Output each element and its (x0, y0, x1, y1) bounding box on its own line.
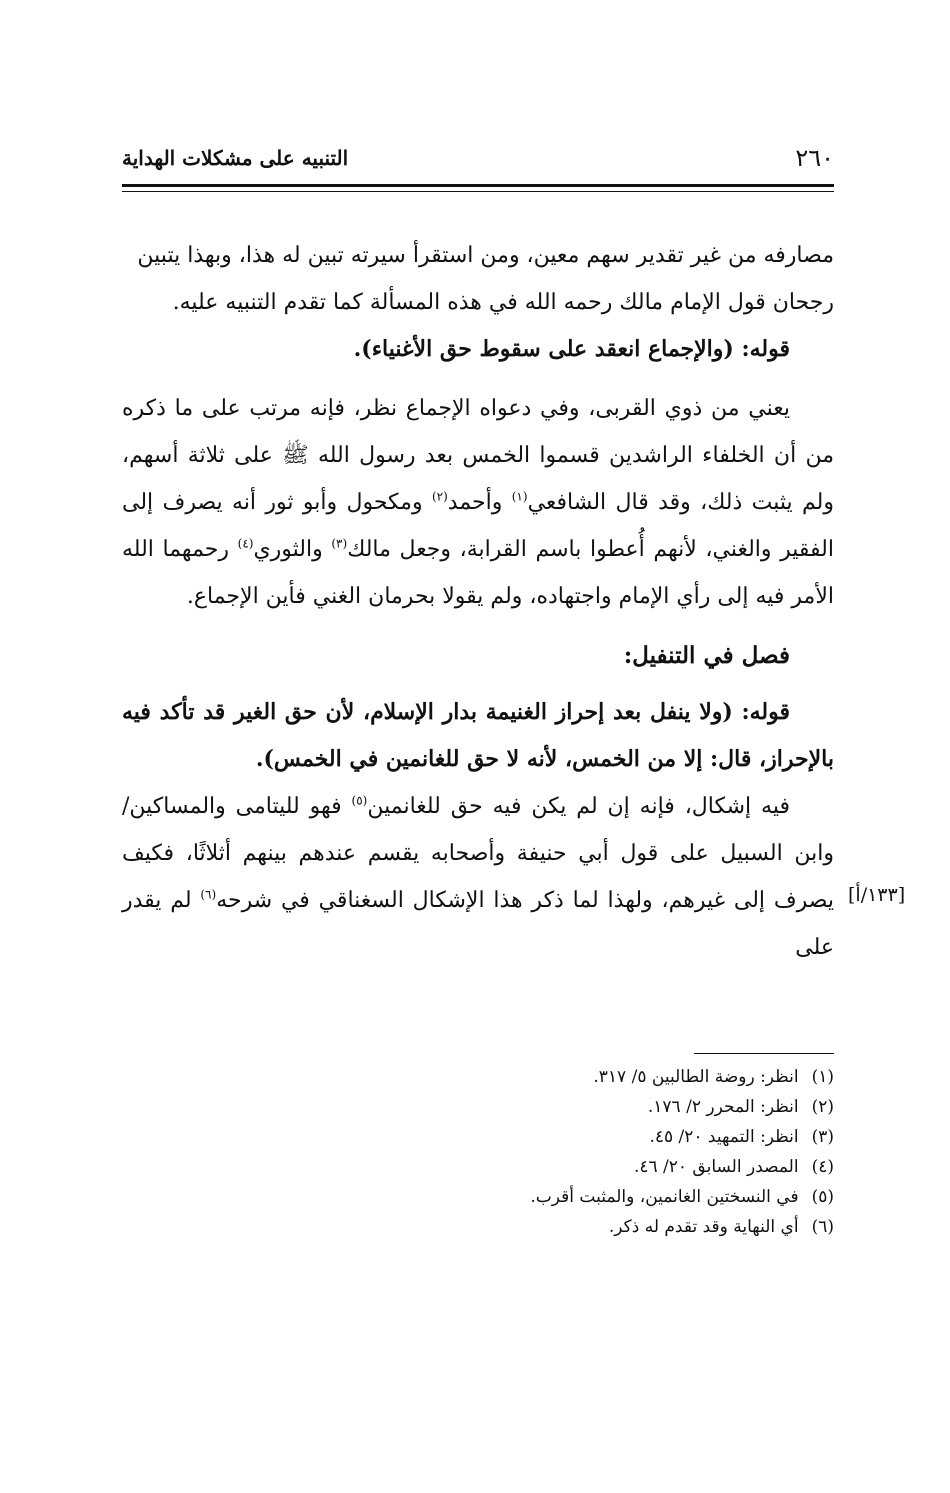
paragraph-3 (122, 783, 834, 971)
footnote-item (334, 1092, 834, 1122)
footnote-number: (١) (811, 1067, 834, 1087)
page-header (122, 140, 834, 180)
running-title: التنبيه على مشكلات الهداية (122, 146, 349, 170)
manuscript-folio-marker: [١٣٣/أ] (848, 884, 906, 906)
footnote-item (334, 1182, 834, 1212)
footnote-ref-2[interactable]: (٢) (431, 489, 448, 504)
paragraph-2-text-a: يعني من ذوي القربى، وفي دعواه الإجماع نظر، فإنه مرتب على ما ذكره من أن الخلفاء الراشدين قسموا الخمس بعد رسول الله ﷺ على ثلاثة أسهم، ولم يثبت ذلك، وقد قال الشافعي (122, 396, 834, 515)
footnote-ref-1[interactable]: (١) (511, 489, 528, 504)
paragraph-2-text-c: ومكحول وأبو ثور أنه يصرف إلى الفقير والغني، لأنهم أُعطوا باسم القرابة، وجعل مالك (122, 490, 834, 562)
footnote-number: (٤) (811, 1157, 834, 1177)
footnote-number: (٥) (811, 1187, 834, 1207)
paragraph-2-text-d: والثوري (253, 537, 332, 562)
footnote-text: أي النهاية وقد تقدم له ذكر. (608, 1217, 799, 1237)
footnote-ref-4[interactable]: (٤) (237, 536, 254, 551)
footnote-ref-6[interactable]: (٦) (200, 887, 217, 902)
paragraph-2-text-b: وأحمد (447, 490, 512, 515)
footnote-text: انظر: المحرر ٢/ ١٧٦. (647, 1097, 799, 1117)
footnote-text: المصدر السابق ٢٠/ ٤٦. (633, 1157, 799, 1177)
footnote-number: (٢) (811, 1097, 834, 1117)
footnote-item (334, 1212, 834, 1242)
spacer (122, 373, 834, 385)
footnote-item (334, 1062, 834, 1092)
main-text (122, 232, 834, 971)
footnote-number: (٣) (811, 1127, 834, 1147)
footnote-ref-3[interactable]: (٣) (331, 536, 348, 551)
header-rule-thick (122, 184, 834, 187)
paragraph-3-text-b: فهو لليتامى والمساكين/ وابن السبيل على قول أبي حنيفة وأصحابه يقسم عندهم بينهم أثلاثًا، فكيف يصرف إلى غيرهم، ولهذا لما ذكر هذا الإشكال السغناقي في شرحه (122, 794, 834, 913)
paragraph-1-line-1: مصارفه من غير تقدير سهم معين، ومن استقرأ سيرته تبين له هذا، وبهذا يتبين (137, 243, 834, 268)
footnote-ref-5[interactable]: (٥) (351, 793, 368, 808)
quoted-statement-2: قوله: (ولا ينفل بعد إحراز الغنيمة بدار الإسلام، لأن حق الغير قد تأكد فيه بالإحراز، قال: إلا من الخمس، لأنه لا حق للغانمين في الخمس). (122, 699, 834, 772)
quoted-statement-1: قوله: (والإجماع انعقد على سقوط حق الأغنياء). (353, 336, 790, 362)
footnotes (334, 1062, 834, 1242)
footnote-text: في النسختين الغانمين، والمثبت أقرب. (530, 1187, 799, 1207)
page-number: ٢٦٠ (795, 144, 834, 172)
paragraph-1 (122, 232, 834, 326)
paragraph-2-text-e: رحمهما الله الأمر فيه إلى رأي الإمام واجتهاده، ولم يقولا بحرمان الغني فأين الإجماع. (122, 537, 834, 609)
footnote-number: (٦) (811, 1217, 834, 1237)
paragraph-3-text-c: لم يقدر على (122, 888, 834, 960)
header-rule-thin (122, 191, 834, 192)
footnote-separator (694, 1053, 834, 1054)
paragraph-1-line-2: رجحان قول الإمام مالك رحمه الله في هذه المسألة كما تقدم التنبيه عليه. (172, 290, 834, 315)
footnote-item (334, 1152, 834, 1182)
paragraph-2 (122, 385, 834, 620)
section-title: فصل في التنفيل: (623, 642, 790, 669)
footnote-text: انظر: التمهيد ٢٠/ ٤٥. (649, 1127, 799, 1147)
footnote-text: انظر: روضة الطالبين ٥/ ٣١٧. (593, 1067, 799, 1087)
footnote-item (334, 1122, 834, 1152)
paragraph-3-text-a: فيه إشكال، فإنه إن لم يكن فيه حق للغانمين (367, 794, 791, 819)
